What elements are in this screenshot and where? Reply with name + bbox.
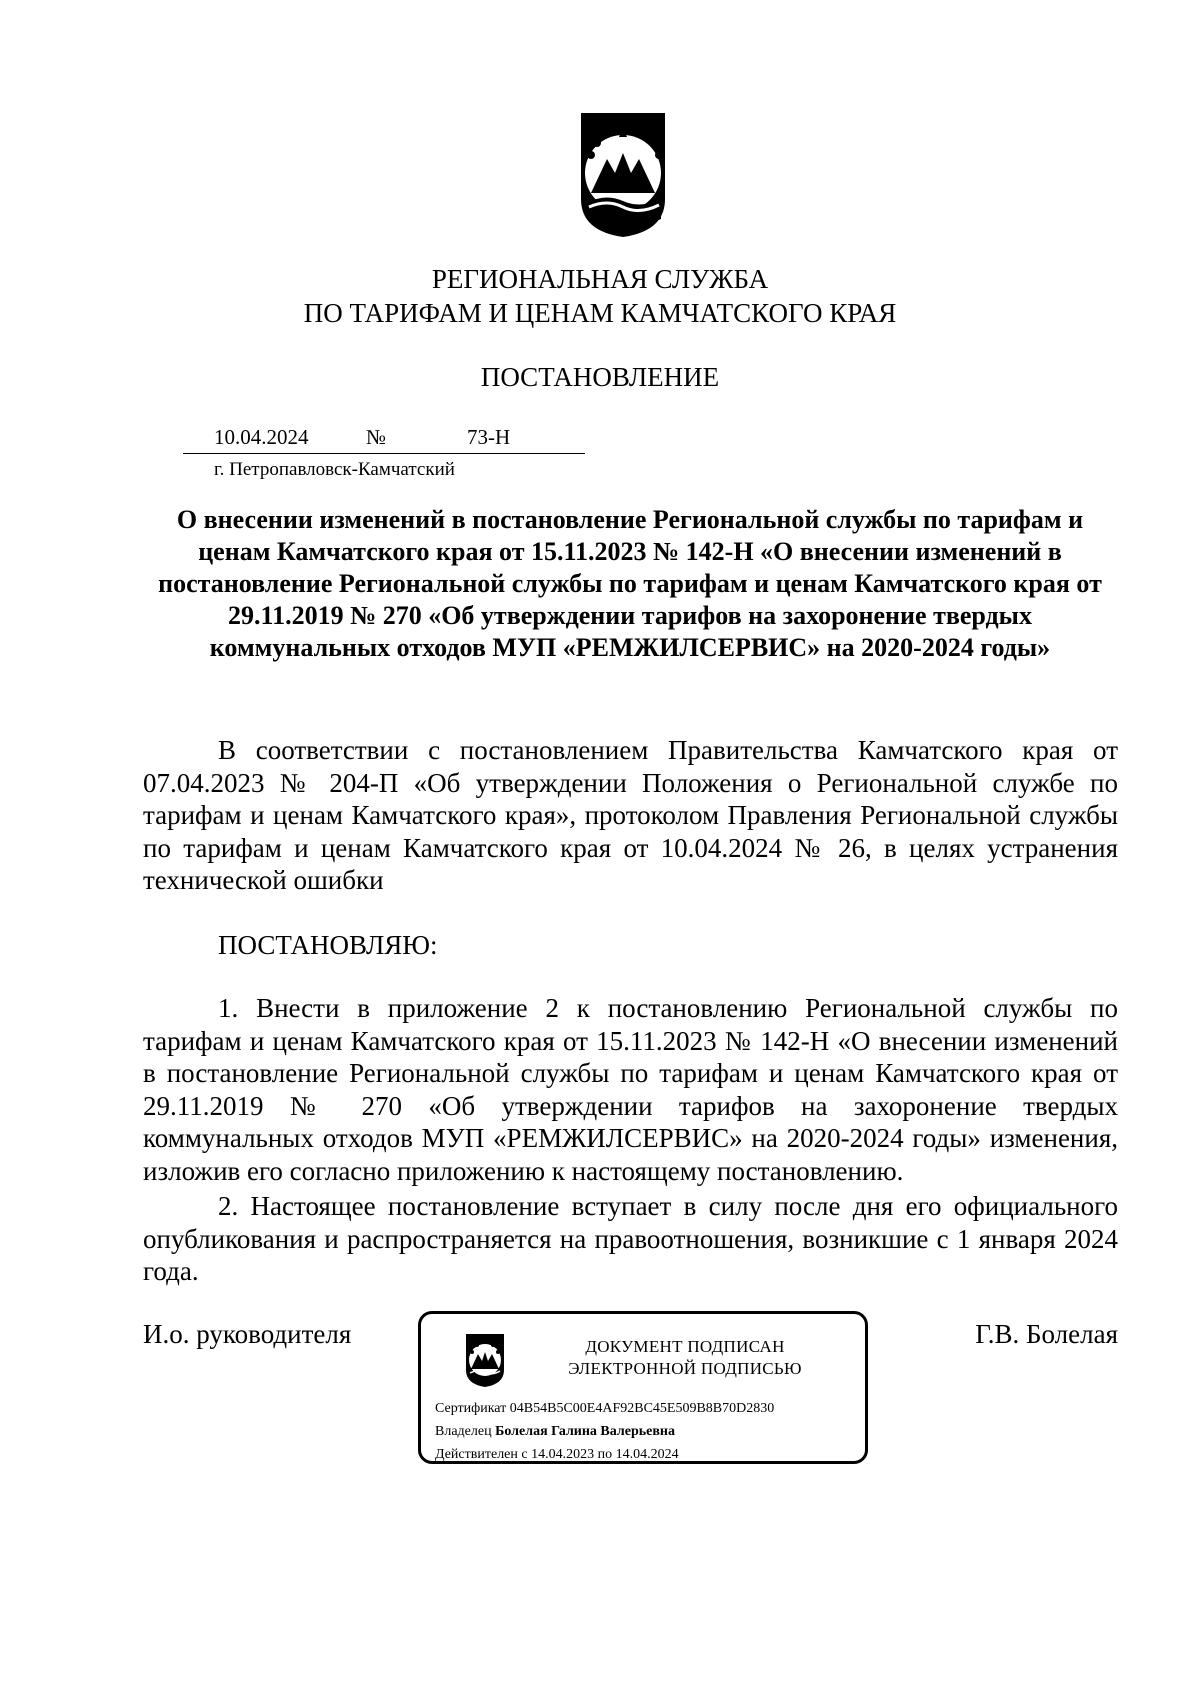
organization-name-line2: ПО ТАРИФАМ И ЦЕНАМ КАМЧАТСКОГО КРАЯ	[303, 298, 897, 328]
valid-from-date: 14.04.2023	[531, 1447, 595, 1462]
document-date: 10.04.2024	[214, 425, 309, 449]
stamp-title-line1: ДОКУМЕНТ ПОДПИСАН	[585, 1337, 785, 1356]
stamp-owner	[435, 1423, 675, 1441]
decree-item-1: 1. Внести в приложение 2 к постановлению Региональной службы по тарифам и ценам Камчатского края от 15.11.2023 № 142-Н «О внесении изменений в постановление Региональной службы по тарифам и ценам Камчатского края от 29.11.2019 № 270 «Об утверждении тарифов на захоронение твердых коммунальных отходов МУП «РЕМЖИЛСЕРВИС» на 2020-2024 годы» изменения, изложив его согласно приложению к настоящему постановлению.	[143, 993, 1118, 1186]
document-number: 73-Н	[467, 425, 511, 449]
document-city: г. Петропавловск-Камчатский	[214, 459, 455, 480]
document-type: ПОСТАНОВЛЕНИЕ	[480, 362, 720, 392]
decree-word: ПОСТАНОВЛЯЮ:	[218, 930, 438, 960]
preamble-paragraph: В соответствии с постановлением Правительства Камчатского края от 07.04.2023 № 204-П «Об утверждении Положения о Региональной службе по тарифам и ценам Камчатского края», протоколом Правления Региональной службы по тарифам и ценам Камчатского края от 10.04.2024 № 26, в целях устранения технической ошибки	[143, 735, 1118, 895]
validity-label: Действителен	[435, 1447, 518, 1462]
stamp-title-line2: ЭЛЕКТРОННОЙ ПОДПИСЬЮ	[568, 1359, 802, 1378]
document-title: О внесении изменений в постановление Региональной службы по тарифам и ценам Камчатского края от 15.11.2023 № 142-Н «О внесении изменений в постановление Региональной службы по тарифам и ценам Камчатского края от 29.11.2019 № 270 «Об утверждении тарифов на захоронение твердых коммунальных отходов МУП «РЕМЖИЛСЕРВИС» на 2020-2024 годы»	[158, 505, 1102, 662]
owner-value: Болелая Галина Валерьевна	[495, 1424, 675, 1439]
signatory-name: Г.В. Болелая	[975, 1319, 1118, 1349]
document-number-line	[183, 425, 585, 454]
valid-from-label: с	[521, 1447, 528, 1462]
valid-to-date: 14.04.2024	[615, 1447, 679, 1462]
stamp-coat-of-arms-icon	[462, 1332, 508, 1388]
certificate-label: Сертификат	[435, 1401, 507, 1416]
coat-of-arms-icon	[569, 107, 677, 239]
electronic-signature-stamp	[418, 1311, 868, 1464]
valid-to-label: по	[597, 1447, 613, 1462]
organization-name-line1: РЕГИОНАЛЬНАЯ СЛУЖБА	[431, 264, 769, 294]
stamp-certificate	[435, 1400, 774, 1418]
decree-item-2: 2. Настоящее постановление вступает в силу после дня его официального опубликования и распространяется на правоотношения, возникшие с 1 января 2024 года.	[143, 1191, 1118, 1286]
owner-label: Владелец	[435, 1424, 492, 1439]
number-sign: №	[366, 425, 387, 449]
signatory-role: И.о. руководителя	[143, 1319, 352, 1349]
certificate-value: 04B54B5C00E4AF92BC45E509B8B70D2830	[509, 1401, 775, 1416]
stamp-validity	[435, 1446, 679, 1464]
